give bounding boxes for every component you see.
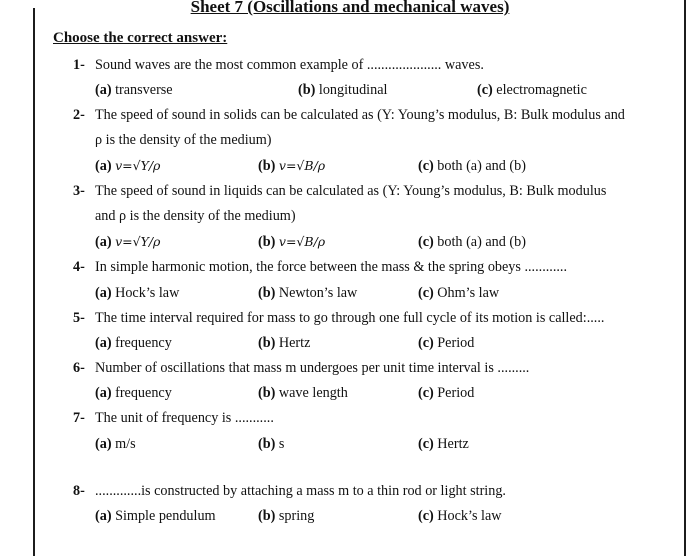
- option-a: (a) transverse: [95, 82, 173, 98]
- question-number: 4-: [73, 259, 85, 275]
- option-c: (c) both (a) and (b): [418, 234, 526, 250]
- option-a: (a) m/s: [95, 436, 136, 452]
- option-c: (c) Hock’s law: [418, 508, 502, 524]
- option-a: (a) Hock’s law: [95, 285, 180, 301]
- option-c: (c) electromagnetic: [477, 82, 587, 98]
- question-text-continued: and ρ is the density of the medium): [95, 208, 296, 224]
- question-text: In simple harmonic motion, the force between the mass & the spring obeys ............: [95, 259, 568, 275]
- option-b: (b) v=√B/ρ: [258, 158, 326, 174]
- question-text: The time interval required for mass to go through one full cycle of its motion is called:.....: [95, 310, 605, 326]
- sheet-title: Sheet 7 (Oscillations and mechanical waves): [190, 0, 510, 16]
- page-right-edge: [684, 0, 686, 556]
- option-b: (b) spring: [258, 508, 315, 524]
- option-c: (c) Period: [418, 385, 475, 401]
- option-c: (c) both (a) and (b): [418, 158, 526, 174]
- question-number: 2-: [73, 107, 85, 123]
- option-c: (c) Ohm’s law: [418, 285, 500, 301]
- option-a: (a) frequency: [95, 335, 172, 351]
- option-b: (b) s: [258, 436, 285, 452]
- option-b: (b) Newton’s law: [258, 285, 358, 301]
- option-a: (a) frequency: [95, 385, 172, 401]
- question-number: 8-: [73, 483, 85, 499]
- question-text-continued: ρ is the density of the medium): [95, 132, 272, 148]
- question-number: 3-: [73, 183, 85, 199]
- question-text: .............is constructed by attaching a mass m to a thin rod or light string.: [95, 483, 506, 499]
- question-text: Number of oscillations that mass m undergoes per unit time interval is .........: [95, 360, 530, 376]
- question-number: 6-: [73, 360, 85, 376]
- question-text: The speed of sound in liquids can be calculated as (Y: Young’s modulus, B: Bulk modulus: [95, 183, 607, 199]
- question-text: The speed of sound in solids can be calculated as (Y: Young’s modulus, B: Bulk modulus and: [95, 107, 625, 123]
- question-number: 1-: [73, 57, 85, 73]
- question-text: Sound waves are the most common example of ..................... waves.: [95, 57, 484, 73]
- option-c: (c) Period: [418, 335, 475, 351]
- option-a: (a) v=√Y/ρ: [95, 234, 161, 250]
- option-b: (b) longitudinal: [298, 82, 388, 98]
- option-c: (c) Hertz: [418, 436, 469, 452]
- option-a: (a) v=√Y/ρ: [95, 158, 161, 174]
- question-number: 7-: [73, 410, 85, 426]
- page-left-edge: [33, 8, 35, 556]
- instructions-heading: Choose the correct answer:: [53, 30, 228, 46]
- option-b: (b) v=√B/ρ: [258, 234, 326, 250]
- question-text: The unit of frequency is ...........: [95, 410, 274, 426]
- option-b: (b) wave length: [258, 385, 348, 401]
- question-number: 5-: [73, 310, 85, 326]
- option-b: (b) Hertz: [258, 335, 311, 351]
- option-a: (a) Simple pendulum: [95, 508, 216, 524]
